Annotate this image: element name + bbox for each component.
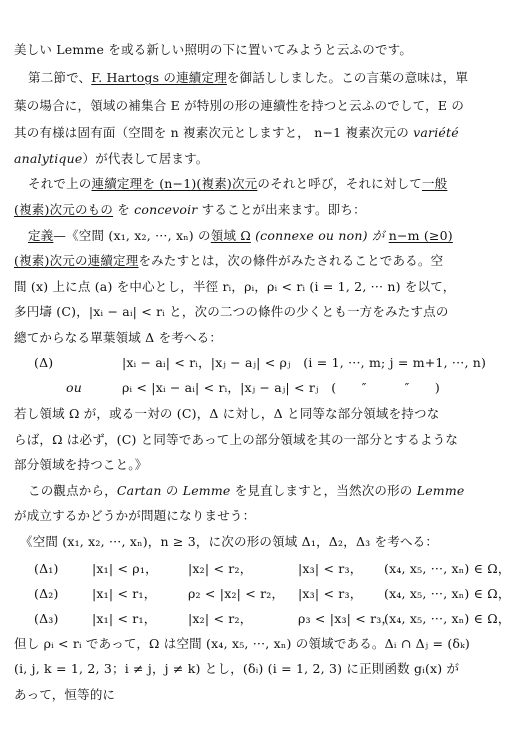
line-text: らば，Ω は必ず，(C) と同等であって上の部分領域を其の一部分とするような — [14, 432, 459, 447]
line-text: を見直しますと，当然次の形の — [234, 483, 413, 498]
underlined-term-general: 一般 — [421, 176, 448, 191]
line-text: (connexe ou non) が — [255, 228, 385, 243]
term-concevoir: concevoir — [134, 202, 198, 217]
domain-condition: ρ₃ < |x₃| < r₃， — [298, 611, 395, 626]
line-text: が成立するかどうかが問題になりませう： — [14, 508, 256, 523]
underlined-term-complex-dimension: (複素)次元のもの — [14, 202, 114, 217]
line-text: この觀点から， — [28, 483, 117, 498]
line-text: のそれと呼び，それに対して — [257, 176, 422, 191]
line-text: n−1 複素次元の — [314, 125, 409, 140]
text-line-5 — [14, 151, 504, 167]
domain-condition: |x₃| < r₃， — [298, 561, 363, 576]
line-text: の — [165, 483, 179, 498]
domain-condition: |x₂| < r₂， — [188, 611, 253, 626]
line-text: 但し ρᵢ < rᵢ であって，Ω は空間 (x₄, x₅, ···, xₙ) の領域である。Δᵢ ∩ Δⱼ = (δₖ) — [14, 636, 470, 651]
underlined-term-continuity: (複素)次元の連續定理 — [14, 253, 139, 268]
domain-label: (Δ₃) — [34, 611, 59, 626]
domain-condition: ρ₂ < |x₂| < r₂， — [188, 586, 285, 601]
formula: ρᵢ < |xᵢ − aᵢ| < rᵢ，|xⱼ − aⱼ| < rⱼ ( ″ ″ ) — [122, 380, 441, 395]
underlined-term-hartogs-theorem: F. Hartogs の連續定理 — [91, 70, 227, 85]
formula-line-ou — [66, 380, 516, 396]
text-line-4 — [14, 125, 504, 141]
domain-condition: (x₄, x₅, ···, xₙ) ∈ Ω， — [384, 561, 511, 576]
line-text: することが出来ます。即ち： — [201, 202, 366, 217]
formula-line-delta — [34, 355, 516, 371]
term-cartan: Cartan — [116, 483, 162, 498]
underlined-term-domain: 領域 Ω — [210, 228, 251, 243]
formula: |xᵢ − aᵢ| < rᵢ，|xⱼ − aⱼ| < ρⱼ (i = 1, ···, m; j = m+1, ···, n) — [122, 355, 487, 370]
domain-row-delta-2 — [34, 586, 516, 602]
line-text: を御話ししました。この言葉の意味は，單 — [226, 70, 469, 85]
domain-row-delta-3 — [34, 611, 516, 627]
domain-label: (Δ₂) — [34, 586, 59, 601]
line-text: をみたすとは，次の條件がみたされることである。空 — [138, 253, 444, 268]
domain-condition: |x₃| < r₃， — [298, 586, 363, 601]
formula-connector: ou — [66, 380, 82, 395]
line-text: 其の有様は固有面（空間を n 複素次元としますと， — [14, 125, 310, 140]
line-text: 間 (x) 上に点 (a) を中心とし，半徑 rᵢ，ρᵢ，ρᵢ < rᵢ (i = 1, 2, ··· n) を以て， — [14, 279, 456, 294]
text-line-25 — [14, 661, 504, 677]
term-lemme: Lemme — [416, 483, 465, 498]
text-line-20 — [20, 534, 510, 550]
line-text: ）が代表して居ます。 — [82, 151, 209, 166]
line-text: 若し領域 Ω が，或る一対の (C)，Δ に対し，Δ と同等な部分領域を持つな — [14, 406, 440, 421]
line-text: 第二節で、 — [28, 70, 92, 85]
domain-row-delta-1 — [34, 561, 516, 577]
line-text: を — [117, 202, 130, 217]
line-text: (i, j, k = 1, 2, 3；i ≠ j，j ≠ k) とし，(δᵢ) (i = 1, 2, 3) に正則函数 gᵢ(x) が — [14, 661, 460, 676]
text-line-3 — [14, 98, 504, 114]
underlined-term-n-minus-m: n−m (≥0) — [388, 228, 453, 243]
text-line-8 — [28, 228, 516, 244]
line-text: 《空間 (x₁, x₂, ···, xₙ)，n ≥ 3，に次の形の領域 Δ₁，Δ₂，Δ₃ を考へる： — [20, 534, 439, 549]
text-line-18 — [28, 483, 516, 499]
term-analytique: analytique — [14, 151, 83, 166]
line-text: 部分領域を持つこと。》 — [14, 457, 148, 472]
line-text: 總てからなる單葉領域 Δ を考へる： — [14, 330, 223, 345]
line-text: 葉の場合に，領域の補集合 E が特別の形の連續性を持つと云ふのでして，E の — [14, 98, 465, 113]
domain-condition: (x₄, x₅, ···, xₙ) ∈ Ω， — [384, 611, 511, 626]
text-line-26 — [14, 687, 504, 703]
text-line-12 — [14, 330, 504, 346]
text-line-6 — [28, 176, 516, 192]
domain-condition: (x₄, x₅, ···, xₙ) ∈ Ω， — [384, 586, 511, 601]
line-text: 美しい Lemme を或る新しい照明の下に置いてみようと云ふのです。 — [14, 42, 413, 57]
text-line-19 — [14, 508, 504, 524]
line-text: —《空間 (x₁, x₂, ···, xₙ) の — [53, 228, 211, 243]
text-line-9 — [14, 253, 504, 269]
domain-condition: |x₁| < ρ₁， — [92, 561, 158, 576]
domain-condition: |x₂| < r₂， — [188, 561, 253, 576]
text-line-7 — [14, 202, 504, 218]
term-lemme: Lemme — [182, 483, 231, 498]
text-line-2 — [28, 70, 516, 86]
domain-label: (Δ₁) — [34, 561, 59, 576]
line-text: それで上の — [28, 176, 92, 191]
text-line-16 — [14, 432, 504, 448]
text-line-1 — [14, 42, 504, 58]
domain-condition: |x₁| < r₁， — [92, 611, 157, 626]
text-line-11 — [14, 304, 504, 320]
line-text: 多円壔 (C)，|xᵢ − aᵢ| < rᵢ と，次の二つの條件の少くとも一方をみたす点の — [14, 304, 449, 319]
text-line-10 — [14, 279, 504, 295]
text-line-17 — [14, 457, 504, 473]
formula-label: (Δ) — [34, 355, 54, 370]
text-line-24 — [14, 636, 504, 652]
term-variete: variété — [413, 125, 459, 140]
line-text: あって，恒等的に — [14, 687, 116, 702]
underlined-term-continuity-theorem: 連續定理を (n−1)(複素)次元 — [91, 176, 258, 191]
domain-condition: |x₁| < r₁， — [92, 586, 157, 601]
text-line-15 — [14, 406, 504, 422]
underlined-term-definition: 定義 — [28, 228, 54, 243]
